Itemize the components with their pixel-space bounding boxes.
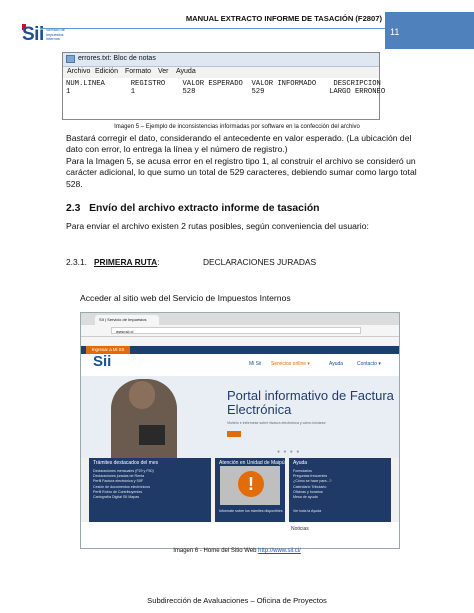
news-strip — [81, 522, 399, 548]
nav-mi-sii[interactable]: Mi Sii — [249, 361, 262, 367]
tramite-item[interactable]: Perfil Factura electrónica y SIIF — [93, 479, 144, 484]
notepad-icon — [66, 55, 75, 63]
noticias-heading: Noticias — [291, 526, 309, 532]
figure5-caption: Imagen 5 – Ejemplo de inconsistencias informadas por software en la confección del archivo — [114, 124, 360, 130]
browser-tab-label: SII | Servicio de Impuestos — [99, 317, 147, 322]
notepad-line-1: NUM.LINEA REGISTRO VALOR ESPERADO VALOR INFORMADO DESCRIPCION — [66, 80, 381, 88]
menu-ver[interactable]: Ver — [158, 68, 169, 75]
alert-icon: ! — [238, 471, 264, 497]
page-footer: Subdirección de Avaluaciones – Oficina de Proyectos — [147, 596, 327, 605]
notepad-menubar — [63, 67, 379, 78]
tramite-item[interactable]: Cartografía Digital SII Mapas — [93, 495, 140, 500]
menu-formato[interactable]: Formato — [125, 68, 152, 75]
hero-title: Portal informativo de Factura Electrónica — [227, 388, 394, 417]
tramite-item[interactable]: Perfil Rubro de Contribuyentes — [93, 489, 143, 494]
subsection-value: DECLARACIONES JURADAS — [203, 257, 317, 267]
menu-archivo[interactable]: Archivo — [67, 68, 91, 75]
subsection-label: PRIMERA RUTA — [93, 257, 158, 267]
hero-tablet-image — [139, 425, 165, 445]
ingresar-button[interactable]: Ingresar a Mi SII — [86, 346, 130, 354]
paragraph-1: Bastará corregir el dato, considerando el antecedente en valor esperado. (La ubicación del dato con error, lo entrega la línea y el número de registro.) — [66, 133, 412, 155]
ayuda-item[interactable]: Formularios — [293, 469, 312, 473]
ayuda-item[interactable]: Calendario Tributario — [293, 484, 327, 489]
ayuda-item[interactable]: Mesa de ayuda — [293, 495, 318, 500]
sii-logo-subtitle: Servicio de Impuestos Internos — [46, 28, 65, 42]
notepad-title: errores.txt: Bloc de notas — [78, 55, 156, 62]
ayuda-link[interactable]: Ver toda la Ayuda — [293, 509, 322, 513]
ayuda-item[interactable]: Preguntas frecuentes — [293, 474, 328, 479]
document-title: MANUAL EXTRACTO INFORME DE TASACIÓN (F2807) — [185, 14, 382, 23]
paragraph-3: Para enviar el archivo existen 2 rutas posibles, según conveniencia del usuario: — [66, 221, 369, 231]
figure6-caption-text: Imagen 6 - Home del Sitio Web — [173, 548, 259, 554]
notepad-titlebar — [63, 53, 379, 67]
nav-contacto[interactable]: Contacto ▾ — [357, 361, 381, 367]
menu-edicion[interactable]: Edición — [95, 68, 118, 75]
section-heading — [66, 203, 320, 214]
sii-logo: Sii — [22, 24, 44, 45]
figure6-caption — [0, 548, 474, 554]
notepad-window — [62, 52, 386, 120]
sii-link[interactable]: http://www.sii.cl/ — [258, 548, 301, 554]
bookmarks-bar — [81, 337, 399, 345]
maipu-title: Atención en Unidad de Maipú — [219, 460, 285, 466]
section-number: 2.3 — [66, 203, 81, 214]
hero-subtitle: Visítelo e infórmese sobre factura electrónica y cómo iniciarse — [227, 421, 326, 425]
ayuda-title: Ayuda — [293, 460, 308, 466]
paragraph-4: Acceder al sitio web del Servicio de Impuestos Internos — [80, 293, 291, 303]
address-bar[interactable]: www.sii.cl — [111, 327, 361, 334]
carousel-dots[interactable]: ● ● ● ● — [277, 449, 301, 455]
nav-ayuda[interactable]: Ayuda — [329, 361, 344, 367]
ayuda-item[interactable]: ¿Cómo se hace para...? — [293, 479, 332, 484]
tramites-title: Trámites destacados del mes — [93, 460, 159, 466]
tramite-item[interactable]: Declaraciones juradas de Renta — [93, 474, 145, 479]
sii-home-screenshot — [80, 312, 400, 549]
subsection-number: 2.3.1. — [66, 257, 87, 267]
nav-servicios-online[interactable]: Servicios online ▾ — [271, 361, 310, 367]
hero-person-head — [129, 381, 155, 409]
menu-ayuda[interactable]: Ayuda — [176, 68, 196, 75]
notepad-content — [66, 80, 385, 96]
site-nav — [81, 354, 399, 376]
tramite-item[interactable]: Cesión de documentos electrónicos — [93, 484, 150, 489]
maipu-text[interactable]: Informate sobre los trámites disponibles — [219, 509, 283, 513]
site-logo[interactable]: Sii — [93, 353, 112, 370]
notepad-line-2: 1 1 528 529 LARGO ERRONEO — [66, 88, 386, 96]
subsection-colon: : — [157, 257, 160, 267]
section-title: Envío del archivo extracto informe de tasación — [89, 203, 320, 214]
ayuda-list — [293, 469, 332, 500]
page-number: 11 — [390, 27, 400, 37]
hero-button[interactable] — [227, 431, 241, 437]
tramite-item[interactable]: Declaraciones mensuales (F29 y F50) — [93, 469, 154, 473]
browser-tab[interactable] — [95, 315, 159, 325]
ayuda-item[interactable]: Oficinas y horarios — [293, 489, 323, 494]
tramites-list — [93, 469, 154, 500]
header-divider — [40, 28, 385, 29]
paragraph-2: Para la Imagen 5, se acusa error en el registro tipo 1, al construir el archivo se consideró un carácter adicional, lo que sumo un total de 529 caracteres, debiendo sumar como largo total 528. — [66, 156, 417, 189]
subsection-line — [66, 257, 426, 268]
